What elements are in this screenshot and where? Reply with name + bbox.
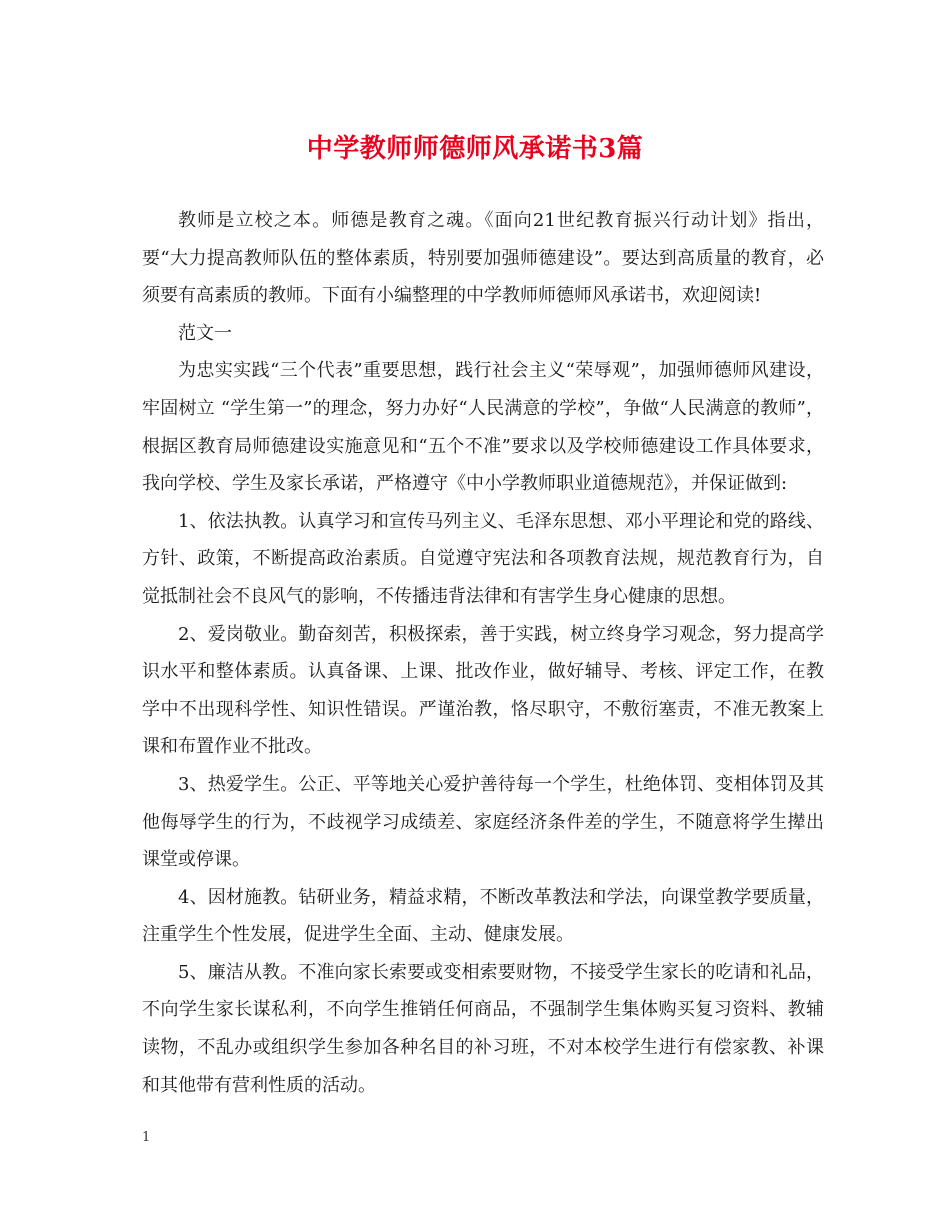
page-number: 1 [142,1130,151,1145]
item-paragraph-5: 5、廉洁从教。不准向家长索要或变相索要财物，不接受学生家长的吃请和礼品，不向学生家长谋私利，不向学生推销任何商品，不强制学生集体购买复习资料、教辅读物，不乱办或组织学生参加各种名目的补习班，不对本校学生进行有偿家教、补课和其他带有营利性质的活动。 [142,961,824,1096]
item-paragraph-4: 4、因材施教。钻研业务，精益求精，不断改革教法和学法，向课堂教学要质量，注重学生个性发展，促进学生全面、主动、健康发展。 [142,886,824,946]
document-title: 中学教师师德师风承诺书3篇 [306,134,644,164]
document-body [142,202,824,1104]
item-paragraph-3: 3、热爱学生。公正、平等地关心爱护善待每一个学生，杜绝体罚、变相体罚及其他侮辱学生的行为，不歧视学习成绩差、家庭经济条件差的学生，不随意将学生撵出课堂或停课。 [142,773,824,871]
item-paragraph-2: 2、爱岗敬业。勤奋刻苦，积极探索，善于实践，树立终身学习观念，努力提高学识水平和整体素质。认真备课、上课、批改作业，做好辅导、考核、评定工作，在教学中不出现科学性、知识性错误。严谨治教，恪尽职守，不敷衍塞责，不准无教案上课和布置作业不批改。 [142,623,824,758]
section-heading: 范文一 [178,322,232,344]
item-paragraph-1: 1、依法执教。认真学习和宣传马列主义、毛泽东思想、邓小平理论和党的路线、方针、政策，不断提高政治素质。自觉遵守宪法和各项教育法规，规范教育行为，自觉抵制社会不良风气的影响，不传播违背法律和有害学生身心健康的思想。 [142,510,824,607]
pledge-paragraph: 为忠实实践“三个代表”重要思想，践行社会主义“荣辱观”，加强师德师风建设，牢固树立 “学生第一”的理念，努力办好“人民满意的学校”，争做“人民满意的教师”，根据区教育局师德建设实施意见和“五个不准”要求以及学校师德建设工作具体要求，我向学校、学生及家长承诺，严格遵守《中小学教师职业道德规范》，并保证做到: [142,360,824,495]
intro-paragraph: 教师是立校之本。师德是教育之魂。《面向21世纪教育振兴行动计划》指出，要“大力提高教师队伍的整体素质，特别要加强师德建设”。要达到高质量的教育，必须要有高素质的教师。下面有小编整理的中学教师师德师风承诺书，欢迎阅读! [142,210,824,307]
